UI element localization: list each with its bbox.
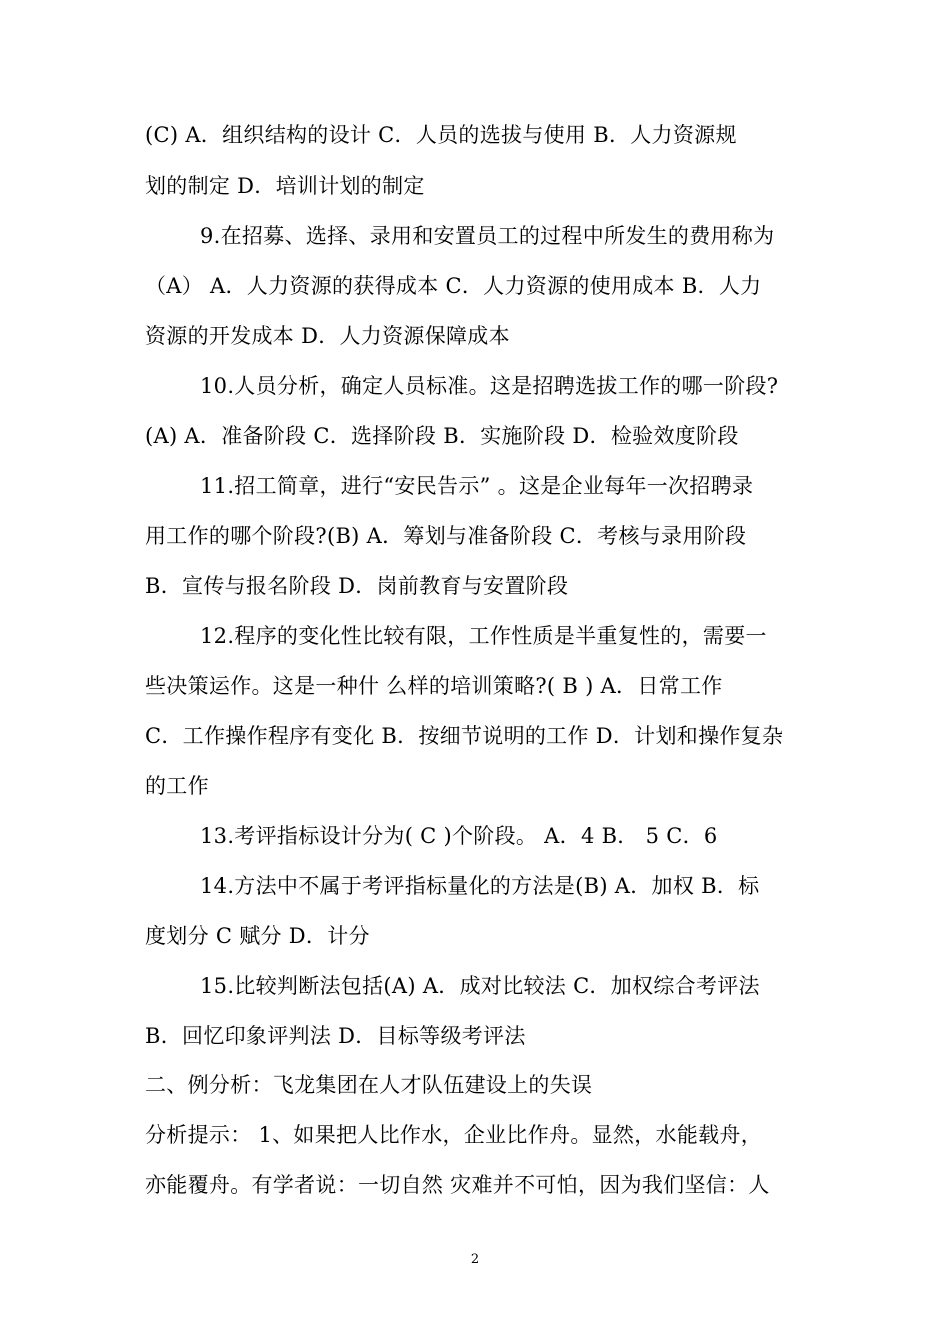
question-9-line-2: （A） A．人力资源的获得成本 C．人力资源的使用成本 B．人力 bbox=[145, 274, 762, 298]
analysis-line-1: 分析提示： 1、如果把人比作水，企业比作舟。显然，水能载舟， bbox=[145, 1123, 763, 1147]
question-10-line-1: 10.人员分析，确定人员标准。这是招聘选拔工作的哪一阶段? bbox=[200, 374, 779, 398]
question-15-line-2: B．回忆印象评判法 D．目标等级考评法 bbox=[145, 1024, 526, 1048]
question-11-line-1: 11.招工简章，进行“安民告示” 。这是企业每年一次招聘录 bbox=[200, 474, 754, 498]
section-heading: 二、例分析：飞龙集团在人才队伍建设上的失误 bbox=[145, 1073, 593, 1097]
analysis-line-2: 亦能覆舟。有学者说：一切自然 灾难并不可怕，因为我们坚信：人 bbox=[145, 1173, 770, 1197]
question-10-line-2: (A) A．准备阶段 C．选择阶段 B．实施阶段 D．检验效度阶段 bbox=[145, 424, 739, 448]
question-15-line-1: 15.比较判断法包括(A) A．成对比较法 C．加权综合考评法 bbox=[200, 974, 760, 998]
question-14-line-2: 度划分 C 赋分 D．计分 bbox=[145, 924, 370, 948]
question-12-line-4: 的工作 bbox=[145, 774, 209, 798]
question-12-line-3: C．工作操作程序有变化 B．按细节说明的工作 D．计划和操作复杂 bbox=[145, 724, 784, 748]
text-line-1: (C) A．组织结构的设计 C．人员的选拔与使用 B．人力资源规 bbox=[145, 123, 737, 147]
text-line-2: 划的制定 D．培训计划的制定 bbox=[145, 174, 425, 198]
question-14-line-1: 14.方法中不属于考评指标量化的方法是(B) A．加权 B．标 bbox=[200, 874, 760, 898]
question-9-line-3: 资源的开发成本 D．人力资源保障成本 bbox=[145, 324, 510, 348]
question-12-line-2: 些决策运作。这是一种什 么样的培训策略?( B ) A．日常工作 bbox=[145, 674, 723, 698]
page-number: 2 bbox=[470, 1252, 480, 1267]
question-11-line-2: 用工作的哪个阶段?(B) A．筹划与准备阶段 C．考核与录用阶段 bbox=[145, 524, 747, 548]
question-13-line-1: 13.考评指标设计分为( C )个阶段。 A．4 B． 5 C．6 bbox=[200, 824, 718, 848]
question-11-line-3: B．宣传与报名阶段 D．岗前教育与安置阶段 bbox=[145, 574, 569, 598]
question-12-line-1: 12.程序的变化性比较有限，工作性质是半重复性的，需要一 bbox=[200, 624, 767, 648]
question-9-line-1: 9.在招募、选择、录用和安置员工的过程中所发生的费用称为 bbox=[200, 224, 775, 248]
